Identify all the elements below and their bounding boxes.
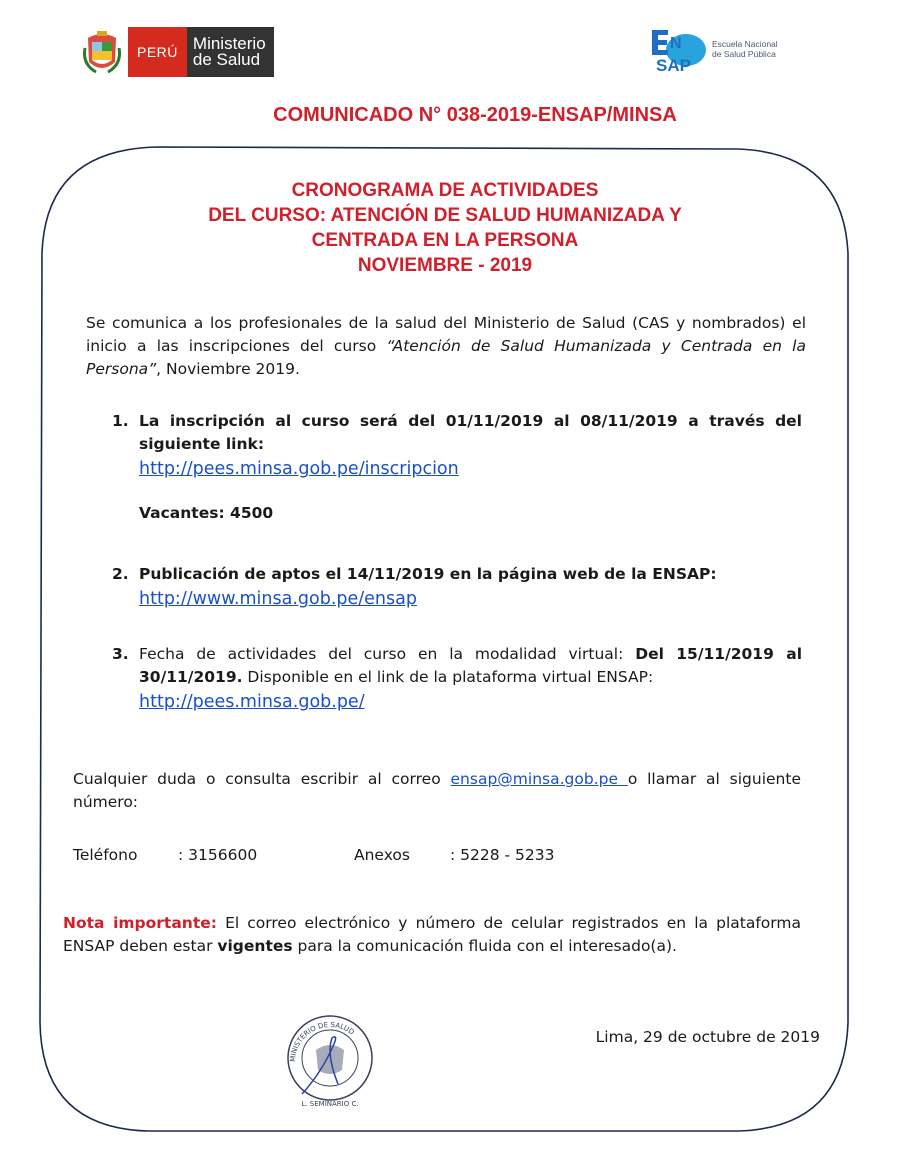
stamp-ring-text: MINISTERIO DE SALUD xyxy=(288,1020,356,1063)
minsa-logo xyxy=(82,26,274,78)
title-line-3: CENTRADA EN LA PERSONA xyxy=(311,230,579,251)
title-line-1: CRONOGRAMA DE ACTIVIDADES xyxy=(291,180,599,201)
ministerio-label xyxy=(187,27,274,77)
comunicado-title: COMUNICADO N° 038-2019-ENSAP/MINSA xyxy=(273,104,677,126)
intro-text: Se comunica a los profesionales de la salud del Ministerio de Salud (CAS y nombrados) el inicio a las inscripciones del curso xyxy=(86,314,806,355)
content-frame xyxy=(38,143,850,1135)
item-number: 2. xyxy=(112,565,129,583)
title-line-4: NOVIEMBRE - 2019 xyxy=(357,255,533,276)
signature-name: L. SEMINARIO C. xyxy=(301,1100,359,1108)
anexos-value: : 5228 - 5233 xyxy=(450,846,555,864)
vacantes-text: Vacantes: 4500 xyxy=(139,504,274,522)
document-date: Lima, 29 de octubre de 2019 xyxy=(595,1028,820,1046)
ensap-line-1: Escuela Nacional xyxy=(712,39,778,49)
svg-text:SAP: SAP xyxy=(656,56,691,74)
item-text: Fecha de actividades del curso en la modalidad virtual: xyxy=(139,645,636,663)
peru-label: PERÚ xyxy=(128,27,187,77)
nota-text-end: para la comunicación fluida con el interesado(a). xyxy=(292,937,677,955)
contact-text: Cualquier duda o consulta escribir al correo xyxy=(73,770,451,788)
list-item-1 xyxy=(112,410,802,525)
plataforma-link[interactable]: http://pees.minsa.gob.pe/ xyxy=(139,692,365,712)
nota-bold: vigentes xyxy=(217,937,293,955)
nota-importante xyxy=(63,912,801,958)
ministerio-line-2: de Salud xyxy=(192,50,261,69)
list-item-2 xyxy=(112,563,802,612)
telefono-value: : 3156600 xyxy=(178,846,258,864)
item-dates: Del 15/11/2019 al 30/11/2019. xyxy=(139,645,803,686)
contact-paragraph xyxy=(73,768,801,814)
ensap-logo xyxy=(650,24,778,74)
anexos-label: Anexos xyxy=(354,846,410,864)
peru-coat-of-arms-icon xyxy=(82,28,122,76)
nota-text: El correo electrónico y número de celular registrados en la plataforma ENSAP deben estar xyxy=(63,914,801,955)
official-stamp xyxy=(282,1014,378,1110)
contact-text-end: o llamar al siguiente número: xyxy=(73,770,801,811)
ensap-logo-icon xyxy=(650,24,708,74)
ensap-line-2: de Salud Pública xyxy=(712,49,776,59)
item-text-end: Disponible en el link de la plataforma virtual ENSAP: xyxy=(242,668,654,686)
ensap-name xyxy=(712,39,778,59)
title-line-2: DEL CURSO: ATENCIÓN DE SALUD HUMANIZADA Y xyxy=(208,205,682,226)
item-number: 3. xyxy=(112,645,129,663)
telefono-label: Teléfono xyxy=(73,846,138,864)
ensap-web-link[interactable]: http://www.minsa.gob.pe/ensap xyxy=(139,589,417,609)
nota-label: Nota importante: xyxy=(63,914,217,932)
list-item-3 xyxy=(112,643,802,715)
svg-text:N: N xyxy=(670,35,682,52)
intro-text-end: , Noviembre 2019. xyxy=(156,360,300,378)
ministerio-line-1: Ministerio xyxy=(192,34,266,53)
item-text: Publicación de aptos el 14/11/2019 en la página web de la ENSAP: xyxy=(139,565,717,583)
item-number: 1. xyxy=(112,412,129,430)
course-name: “Atención de Salud Humanizada y Centrada en la Persona” xyxy=(86,337,806,378)
schedule-title xyxy=(100,178,790,278)
item-text: La inscripción al curso será del 01/11/2019 al 08/11/2019 a través del siguiente link: xyxy=(139,412,802,453)
intro-paragraph xyxy=(86,312,806,381)
inscripcion-link[interactable]: http://pees.minsa.gob.pe/inscripcion xyxy=(139,459,459,479)
email-link[interactable]: ensap@minsa.gob.pe xyxy=(450,770,628,788)
